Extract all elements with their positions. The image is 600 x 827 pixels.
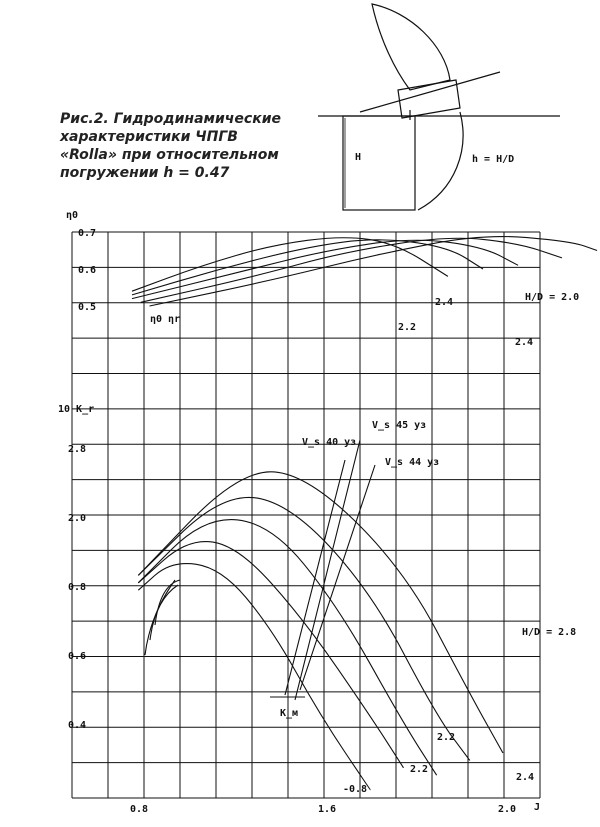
chart-labels	[58, 210, 579, 815]
thrust-curve-1.8	[138, 542, 403, 768]
bot-x-axis-label: J	[534, 802, 541, 813]
bot-y-tick-3: 0.6	[68, 651, 87, 662]
speed-label-1: V_s 45 уз	[372, 420, 427, 431]
bot-curve-label-1: 2.2	[410, 764, 429, 775]
bot-curve-label-0: 2.2	[437, 732, 456, 743]
caption-line-3: «Rolla» при относительном	[60, 147, 279, 163]
bot-y-tick-4: 0.4	[68, 720, 87, 731]
top-family-label: η0 ηr	[150, 314, 181, 325]
top-curve-label-0: 2.2	[398, 322, 417, 333]
bot-x-tick-1: 1.6	[318, 804, 337, 815]
caption-line-2: характеристики ЧПГВ	[60, 129, 238, 145]
kg-label: K_м	[280, 708, 299, 719]
thrust-curve-1.6	[138, 564, 370, 790]
speed-label-0: V_s 40 уз	[302, 437, 357, 448]
bot-x-tick-2: 2.0	[498, 804, 517, 815]
bot-curve-label-2: 2.4	[516, 772, 535, 783]
bot-y-axis-label: 10 K_r	[58, 404, 95, 415]
bot-y-tick-0: 2.8	[68, 444, 87, 455]
top-y-axis-label: η0	[66, 210, 79, 221]
efficiency-curve-1.6	[132, 238, 448, 291]
top-curve-label-1: 2.4	[435, 297, 454, 308]
speed-label-2: V_s 44 уз	[385, 457, 440, 468]
thrust-curve-2.4	[138, 472, 503, 753]
sketch-label-H: H	[355, 152, 362, 163]
chart-grid	[72, 232, 540, 798]
bot-y-tick-2: 0.8	[68, 582, 87, 593]
thrust-curve-2.2	[138, 497, 470, 760]
caption-line-1: Рис.2. Гидродинамические	[60, 111, 281, 127]
bot-param-label: H/D = 2.8	[522, 627, 577, 638]
bot-curve-label-3: -0.8	[343, 784, 368, 795]
thrust-curve-2.0	[138, 520, 436, 776]
sketch-label-h: h = H/D	[472, 154, 515, 165]
efficiency-curve-2.0	[132, 240, 518, 298]
caption-line-4: погружении h = 0.47	[60, 165, 230, 181]
bot-y-tick-1: 2.0	[68, 513, 87, 524]
speed-line-0	[285, 460, 345, 695]
top-curve-label-2: 2.4	[515, 337, 534, 348]
top-y-tick-2: 0.5	[78, 302, 97, 313]
top-y-tick-0: 0.7	[78, 228, 97, 239]
efficiency-curve-2.2	[141, 238, 562, 302]
bot-x-tick-0: 0.8	[130, 804, 149, 815]
top-y-tick-1: 0.6	[78, 265, 97, 276]
top-param-label: H/D = 2.0	[525, 292, 580, 303]
